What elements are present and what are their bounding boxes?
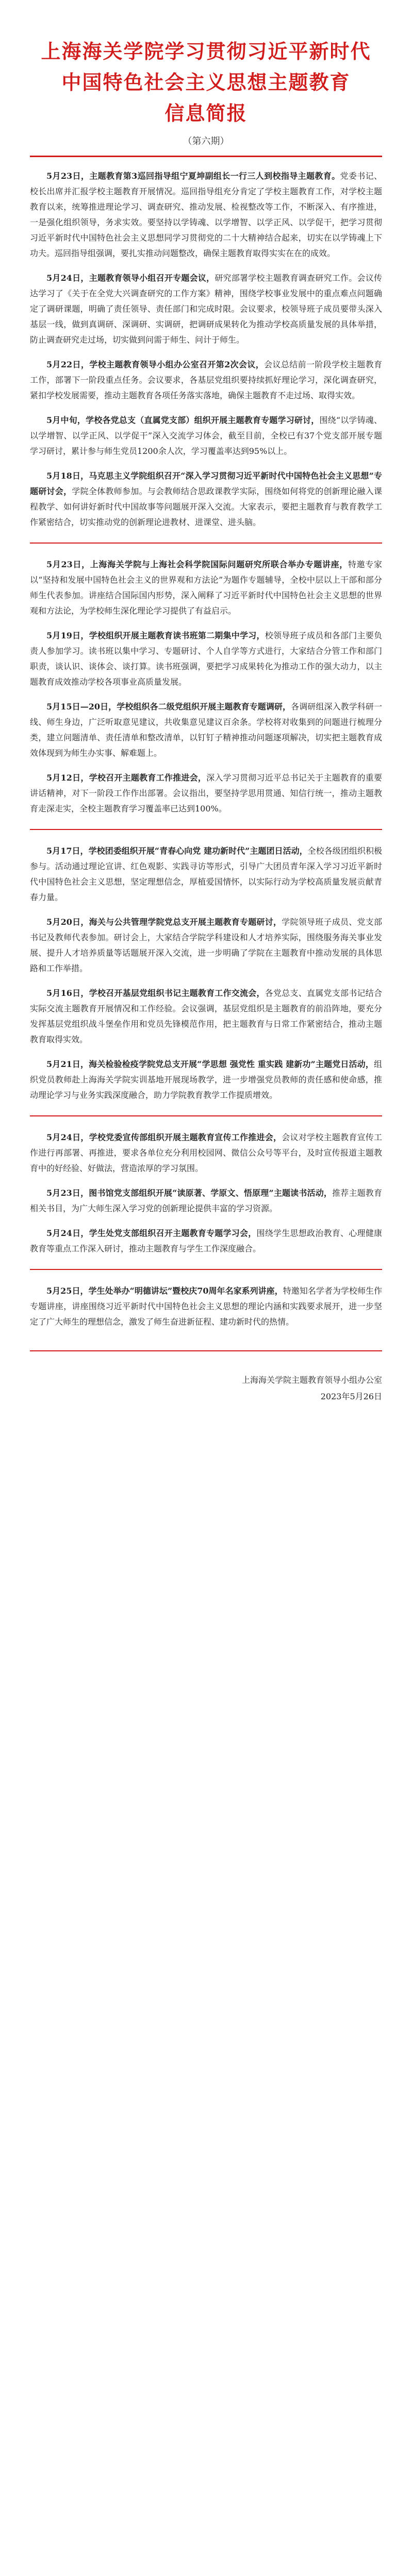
news-item-lead: 5月17日，学校团委组织开展“青春心向党 建功新时代”主题团日活动， xyxy=(46,846,308,856)
news-item-body: 党委书记、校长出席并汇报学校主题教育开展情况。巡回指导组充分肯定了学校主题教育工作，对学校主题教育以来，统筹推进理论学习、调查研究、推动发展、检视整改等工作，不断深入、有序推进，一是强化组织领导，务求实效。要坚持以学铸魂、以学增智、以学正风、以学促干，把学习贯彻习近平新时代中国特色社会主义思想同学习贯彻党的二十大精神结合起来，切实在以学铸魂上下功夫。巡回指导组强调，要扎实推动问题整改，确保主题教育取得实实在在的成效。 xyxy=(30,171,382,258)
news-item xyxy=(30,168,382,261)
news-item xyxy=(30,914,382,976)
news-item-lead: 5月24日，学生处党支部组织召开主题教育专题学习会， xyxy=(46,1228,257,1238)
news-item-lead: 5月23日，上海海关学院与上海社会科学院国际问题研究所联合举办专题讲座， xyxy=(46,560,348,569)
news-item-lead: 5月中旬，学校各党总支（直属党支部）组织开展主题教育专题学习研讨， xyxy=(46,415,320,425)
news-item xyxy=(30,628,382,690)
news-item xyxy=(30,557,382,619)
news-item xyxy=(30,1226,382,1257)
news-item-body: 校领导班子成员和各部门主要负责人参加学习。读书班以集中学习、专题研讨、个人自学等方式进行，大家结合分管工作和部门职责，谈认识、谈体会、谈打算。读书班强调，要把学习成果转化为推动工作的强大动力，以主题教育成效推动学校各项事业高质量发展。 xyxy=(30,631,382,687)
news-item-body: 会议对学校主题教育宣传工作进行再部署、再推进，要求各单位充分利用校园网、微信公众号等平台，及时宣传报道主题教育中的好经验、好做法，营造浓厚的学习氛围。 xyxy=(30,1132,382,1173)
news-item-lead: 5月25日，学生处举办“明德讲坛”暨校庆70周年名家系列讲座， xyxy=(46,1286,283,1296)
news-item-lead: 5月20日，海关与公共管理学院党总支开展主题教育专题研讨， xyxy=(46,917,282,927)
section-divider xyxy=(30,1269,382,1270)
issue-number: （第六期） xyxy=(183,136,229,147)
section-divider xyxy=(30,1115,382,1116)
news-item-lead: 5月23日，图书馆党支部组织开展“读原著、学原文、悟原理”主题读书活动， xyxy=(46,1188,333,1198)
news-item-lead: 5月22日，学校主题教育领导小组办公室召开第2次会议， xyxy=(46,360,265,369)
news-item-lead: 5月18日，马克思主义学院组织召开“深入学习贯彻习近平新时代中国特色社会主义思想”专题研讨会， xyxy=(30,471,382,496)
news-item xyxy=(30,699,382,761)
news-item-lead: 5月15日—20日，学校组织各二级党组织开展主题教育专题调研， xyxy=(46,702,291,711)
section-divider xyxy=(30,829,382,830)
news-item xyxy=(30,843,382,905)
news-item xyxy=(30,270,382,348)
news-item-lead: 5月24日，学校党委宣传部组织开展主题教育宣传工作推进会， xyxy=(46,1132,282,1142)
news-item-body: 各党总支、直属党支部书记结合实际交流主题教育开展情况和工作经验。会议强调，基层党组织是主题教育的前沿阵地，要充分发挥基层党组织战斗堡垒作用和党员先锋模范作用，把主题教育与日常工作紧密结合，推动主题教育取得实效。 xyxy=(30,988,382,1044)
briefing-title xyxy=(30,36,382,129)
footer-divider xyxy=(30,1350,382,1351)
news-item-body: 各调研组深入教学科研一线、师生身边，广泛听取意见建议，共收集意见建议百余条。学校将对收集到的问题进行梳理分类，建立问题清单、责任清单和整改清单，以钉钉子精神推动问题逐项解决，切实把主题教育成效体现到为师生办实事、解难题上。 xyxy=(30,702,382,758)
news-item-body: 研究部署学校主题教育调查研究工作。会议传达学习了《关于在全党大兴调查研究的工作方案》精神，围绕学校事业发展中的重点难点问题确定了调研课题，明确了责任领导、责任部门和完成时限。会议要求，校领导班子成员要带头深入基层一线，做到真调研、深调研、实调研，把调研成果转化为推动学校高质量发展的具体举措，防止调查研究走过场，切实做到问需于师生、问计于师生。 xyxy=(30,273,382,345)
news-item-lead: 5月19日，学校组织开展主题教育读书班第二期集中学习， xyxy=(46,631,265,640)
title-line-2: 中国特色社会主义思想主题教育 xyxy=(61,71,351,94)
news-item xyxy=(30,770,382,817)
news-item-body: 围绕“以学铸魂、以学增智、以学正风、以学促干”深入交流学习体会，截至目前，全校已有37个党支部开展专题学习研讨，累计参与师生党员1200余人次，学习覆盖率达到95%以上。 xyxy=(30,415,382,456)
news-item-body: 深入学习贯彻习近平总书记关于主题教育的重要讲话精神，对下一阶段工作作出部署。会议指出，要坚持学思用贯通、知信行统一，推动主题教育走深走实，全校主题教育学习覆盖率已达到100%。 xyxy=(30,773,382,814)
news-item-body: 组织党员教师赴上海海关学院实训基地开展现场教学，进一步增强党员教师的责任感和使命感，推动理论学习与业务实践深度融合，助力学院教育教学工作提质增效。 xyxy=(30,1059,382,1100)
issue-date: 2023年5月26日 xyxy=(320,1392,382,1401)
news-item-body: 会议总结前一阶段学校主题教育工作，部署下一阶段重点任务。会议要求，各基层党组织要持续抓好理论学习，深化调查研究，紧扣学校发展需要，推动主题教育各项任务落实落地，确保主题教育不走过场、取得实效。 xyxy=(30,360,382,400)
news-item xyxy=(30,1185,382,1216)
news-item xyxy=(30,1283,382,1330)
news-item xyxy=(30,357,382,403)
news-item-body: 学院领导班子成员、党支部书记及教师代表参加。研讨会上，大家结合学院学科建设和人才培养实际，围绕服务海关事业发展、提升人才培养质量等话题展开深入交流，进一步明确了学院在主题教育中推动发展的具体思路和工作举措。 xyxy=(30,917,382,973)
news-item-lead: 5月24日，主题教育领导小组召开专题会议， xyxy=(46,273,215,283)
news-item-body: 全校各级团组织积极参与。活动通过理论宣讲、红色观影、实践寻访等形式，引导广大团员青年深入学习习近平新时代中国特色社会主义思想，坚定理想信念，厚植爱国情怀，以实际行动为学校高质量发展贡献青春力量。 xyxy=(30,846,382,902)
news-item-body: 推荐主题教育相关书目，为广大师生深入学习党的创新理论提供丰富的学习资源。 xyxy=(30,1188,382,1213)
news-item-lead: 5月12日，学校召开主题教育工作推进会， xyxy=(46,773,207,783)
news-item xyxy=(30,1057,382,1103)
news-item xyxy=(30,413,382,459)
title-divider xyxy=(30,156,382,157)
title-line-1: 上海海关学院学习贯彻习近平新时代 xyxy=(41,40,371,63)
news-item-body: 学院全体教师参加。与会教师结合思政课教学实际，围绕如何将党的创新理论融入课程教学、如何讲好新时代中国故事等问题展开深入交流。大家表示，要把主题教育与教育教学工作紧密结合，切实推动党的创新理论进教材、进课堂、进头脑。 xyxy=(30,486,382,527)
news-item-body: 特邀知名学者为学校师生作专题讲座，讲座围绕习近平新时代中国特色社会主义思想的理论内涵和实践要求展开，进一步坚定了广大师生的理想信念，激发了师生奋进新征程、建功新时代的热情。 xyxy=(30,1286,382,1327)
news-item-body: 围绕学生思想政治教育、心理健康教育等重点工作深入研讨，推动主题教育与学生工作深度融合。 xyxy=(30,1228,382,1253)
news-item-lead: 5月16日，学校召开基层党组织书记主题教育工作交流会， xyxy=(46,988,265,998)
news-item-body: 特邀专家以“坚持和发展中国特色社会主义的世界观和方法论”为题作专题辅导，全校中层以上干部和部分师生代表参加。讲座结合国际国内形势，深入阐释了习近平新时代中国特色社会主义思想的世界观和方法论，为学校师生深化理论学习提供了有益启示。 xyxy=(30,560,382,616)
title-line-3: 信息简报 xyxy=(164,101,248,125)
news-item xyxy=(30,468,382,530)
news-item-lead: 5月23日，主题教育第3巡回指导组宁夏坤副组长一行三人到校指导主题教育。 xyxy=(46,171,340,181)
issuing-office: 上海海关学院主题教育领导小组办公室 xyxy=(241,1375,382,1385)
news-item xyxy=(30,1130,382,1176)
news-item-lead: 5月21日，海关检验检疫学院党总支开展“学思想 强党性 重实践 建新功”主题党日活动， xyxy=(46,1059,374,1069)
briefing-footer xyxy=(30,1372,382,1405)
news-item xyxy=(30,986,382,1047)
section-divider xyxy=(30,543,382,544)
